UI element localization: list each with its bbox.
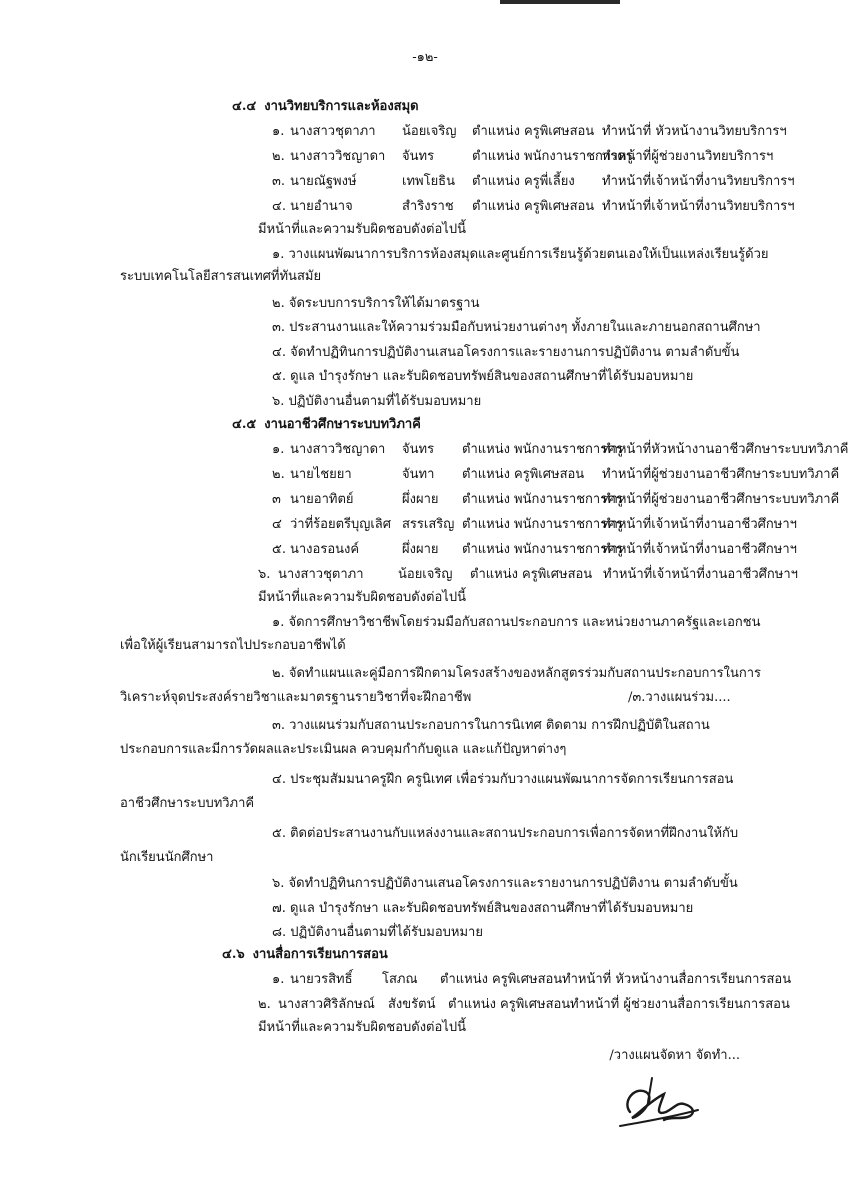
member-row: ๓. นายณัฐพงษ์ เทพโยธิน ตำแหน่ง ครูพี่เลี้ยง ทำหน้าที่เจ้าหน้าที่งานวิทยบริการฯ [272,174,795,189]
duty-item-continued: อาชีวศึกษาระบบทวิภาคี [120,796,255,811]
duty-item-continued: ระบบเทคโนโลยีสารสนเทศที่ทันสมัย [120,269,322,284]
duty-item: ๓. วางแผนร่วมกับสถานประกอบการในการนิเทศ ติดตาม การฝึกปฏิบัติในสถาน [272,718,710,733]
duty-item: ๑. วางแผนพัฒนาการบริการห้องสมุดและศูนย์การเรียนรู้ด้วยตนเองให้เป็นแหล่งเรียนรู้ด้วย [272,247,769,262]
duty-item: ๗. ดูแล บำรุงรักษา และรับผิดชอบทรัพย์สินของสถานศึกษาที่ได้รับมอบหมาย [272,901,694,916]
duty-item: ๒. จัดระบบการบริการให้ได้มาตรฐาน [272,296,480,311]
member-row: ๒. นายไชยยา จันทา ตำแหน่ง ครูพิเศษสอน ทำหน้าที่ผู้ช่วยงานอาชีวศึกษาระบบทวิภาคี [272,467,840,482]
signature-image [612,1072,702,1132]
continuation-note: /๓.วางแผนร่วม.... [628,690,731,705]
member-row: ๔ ว่าที่ร้อยตรีบุญเลิศ สรรเสริญ ตำแหน่ง พนักงานราชการครู ทำหน้าที่เจ้าหน้าที่งานอาชีวศึกษาฯ [272,517,797,532]
duty-item: ๒. จัดทำแผนและคู่มือการฝึกตามโครงสร้างของหลักสูตรร่วมกับสถานประกอบการในการ [272,666,762,681]
duty-item: ๘. ปฏิบัติงานอื่นตามที่ได้รับมอบหมาย [272,925,483,940]
duties-intro: มีหน้าที่และความรับผิดชอบดังต่อไปนี้ [258,1020,466,1035]
duty-item: ๑. จัดการศึกษาวิชาชีพโดยร่วมมือกับสถานประกอบการ และหน่วยงานภาครัฐและเอกชน [272,615,761,630]
member-row: ๖. นางสาวชุตาภา น้อยเจริญ ตำแหน่ง ครูพิเศษสอน ทำหน้าที่เจ้าหน้าที่งานอาชีวศึกษาฯ [258,567,798,582]
footer-continuation: /วางแผนจัดหา จัดทำ... [609,1048,740,1063]
duty-item-continued: นักเรียนนักศึกษา [120,850,214,865]
duty-item-continued: เพื่อให้ผู้เรียนสามารถไปประกอบอาชีพได้ [120,638,346,653]
member-row: ๕. นางอรอนงค์ ผึ่งผาย ตำแหน่ง พนักงานราชการครู ทำหน้าที่เจ้าหน้าที่งานอาชีวศึกษาฯ [272,542,797,557]
duty-item: ๔. ประชุมสัมมนาครูฝึก ครูนิเทศ เพื่อร่วมกับวางแผนพัฒนาการจัดการเรียนการสอน [272,772,734,787]
member-row: ๒. นางสาวศิริลักษณ์ สังขรัตน์ ตำแหน่ง ครูพิเศษสอน ทำหน้าที่ ผู้ช่วยงานสื่อการเรียนการสอน [258,997,790,1012]
duties-intro: มีหน้าที่และความรับผิดชอบดังต่อไปนี้ [258,590,466,605]
duty-item: ๔. จัดทำปฏิทินการปฏิบัติงานเสนอโครงการและรายงานการปฏิบัติงาน ตามลำดับขั้น [272,345,740,360]
duty-item: ๖. ปฏิบัติงานอื่นตามที่ได้รับมอบหมาย [272,394,482,409]
section-heading-4-4: ๔.๔ งานวิทยบริการและห้องสมุด [232,99,419,114]
page-number: -๑๒- [412,50,438,65]
duty-item: ๕. ติดต่อประสานงานกับแหล่งงานและสถานประกอบการเพื่อการจัดหาที่ฝึกงานให้กับ [272,826,739,841]
member-row: ๓ นายอาทิตย์ ผึ่งผาย ตำแหน่ง พนักงานราชการครู ทำหน้าที่ผู้ช่วยงานอาชีวศึกษาระบบทวิภาคี [272,492,840,507]
scan-artifact [500,0,620,4]
duties-intro: มีหน้าที่และความรับผิดชอบดังต่อไปนี้ [258,222,466,237]
member-row: ๑. นางสาวชุตาภา น้อยเจริญ ตำแหน่ง ครูพิเศษสอน ทำหน้าที่ หัวหน้างานวิทยบริการฯ [272,124,787,139]
duty-item-continued: วิเคราะห์จุดประสงค์รายวิชาและมาตรฐานรายวิชาที่จะฝึกอาชีพ [120,690,472,705]
duty-item: ๕. ดูแล บำรุงรักษา และรับผิดชอบทรัพย์สินของสถานศึกษาที่ได้รับมอบหมาย [272,369,694,384]
member-row: ๒. นางสาววิชญาดา จันทร ตำแหน่ง พนักงานราชการครู ทำหน้าที่ผู้ช่วยงานวิทยบริการฯ [272,149,774,164]
member-row: ๑. นายวรสิทธิ์ โสภณ ตำแหน่ง ครูพิเศษสอน ทำหน้าที่ หัวหน้างานสื่อการเรียนการสอน [272,972,792,987]
duty-item: ๖. จัดทำปฏิทินการปฏิบัติงานเสนอโครงการและรายงานการปฏิบัติงาน ตามลำดับขั้น [272,876,738,891]
section-heading-4-6: ๔.๖ งานสื่อการเรียนการสอน [222,947,388,962]
member-row: ๔. นายอำนาจ สำริงราช ตำแหน่ง ครูพิเศษสอน ทำหน้าที่เจ้าหน้าที่งานวิทยบริการฯ [272,199,795,214]
duty-item: ๓. ประสานงานและให้ความร่วมมือกับหน่วยงานต่างๆ ทั้งภายในและภายนอกสถานศึกษา [272,320,761,335]
member-row: ๑. นางสาววิชญาดา จันทร ตำแหน่ง พนักงานราชการครู ทำหน้าที่หัวหน้างานอาชีวศึกษาระบบทวิภาคี [272,442,849,457]
section-heading-4-5: ๔.๕ งานอาชีวศึกษาระบบทวิภาคี [232,417,421,432]
duty-item-continued: ประกอบการและมีการวัดผลและประเมินผล ควบคุมกำกับดูแล และแก้ปัญหาต่างๆ [120,742,567,757]
